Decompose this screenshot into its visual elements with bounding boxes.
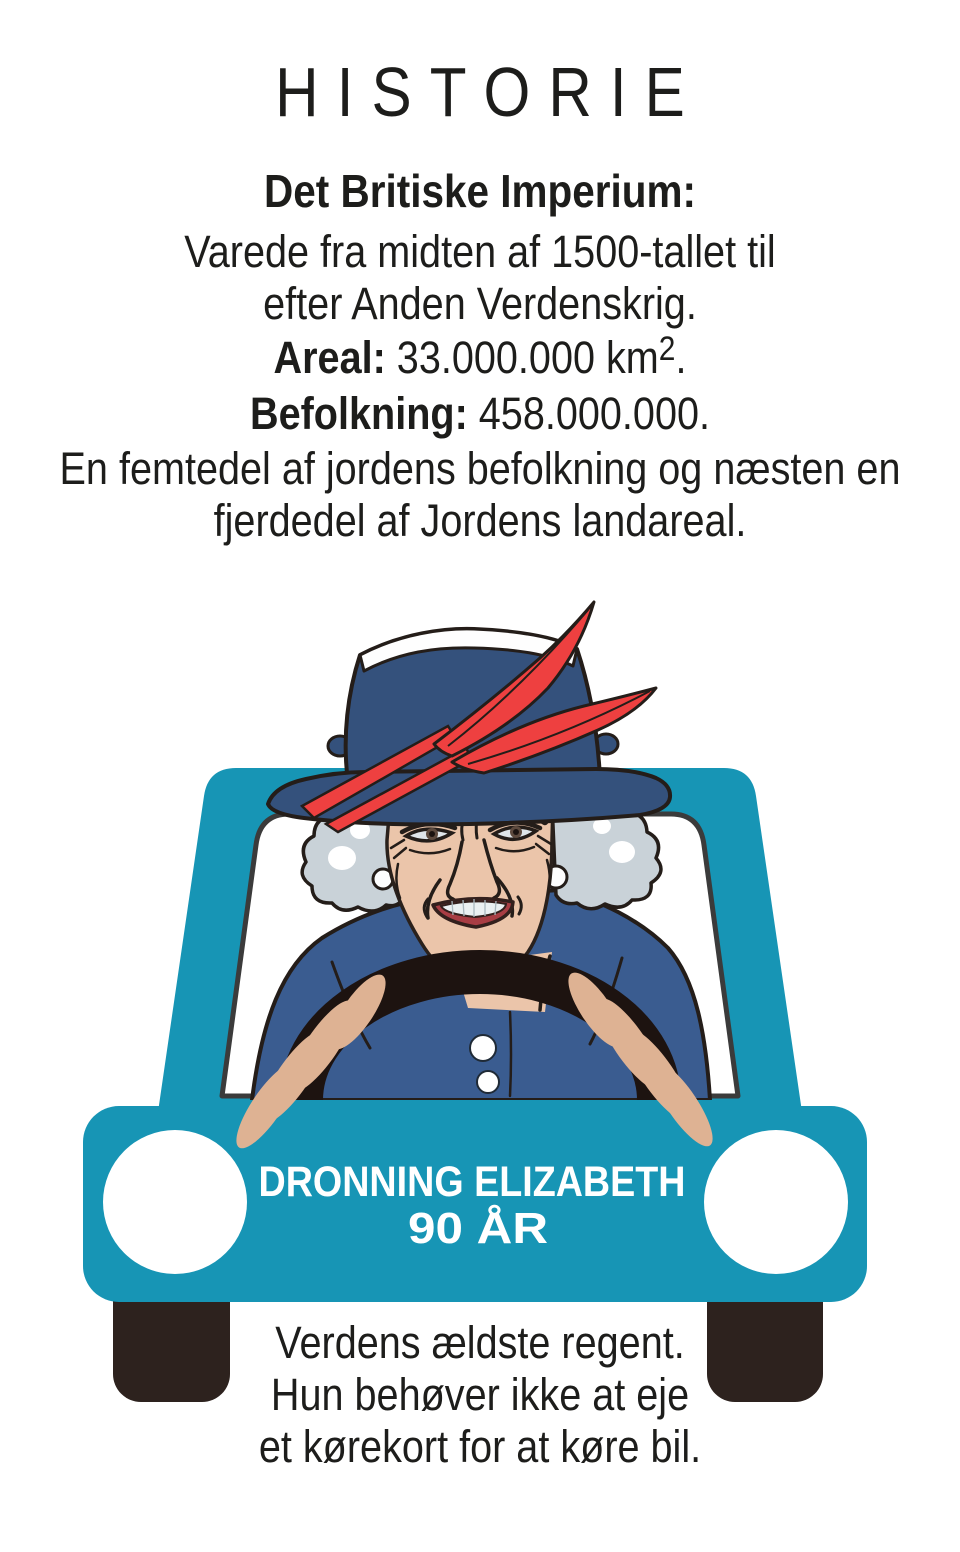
coat-button-bottom [477,1071,499,1093]
fact-duration-line2: efter Anden Verdenskrig. [263,278,697,329]
fact-population-label: Befolkning: [249,388,468,439]
car-plate-line1: DRONNING ELIZABETH [258,1158,686,1206]
queen-driving-car-illustration [0,560,960,1420]
caption-line3: et kørekort for at køre bil. [258,1421,702,1472]
page-title: HISTORIE [275,53,703,131]
fact-population [58,388,903,440]
pupil-right [513,829,519,835]
coat-button-top [470,1035,496,1061]
fact-area-superscript: 2 [658,330,676,369]
coat-front-seam [510,1012,511,1096]
car-plate-line2: 90 ÅR [408,1204,548,1253]
caption-line2: Hun behøver ikke at eje [270,1369,690,1420]
hair-highlight [328,846,356,870]
section-heading: Det Britiske Imperium: [264,165,696,217]
fact-share-line2: fjerdedel af Jordens landareal. [213,495,747,546]
fact-share-line1: En femtedel af jordens befolkning og næsten en [59,443,901,494]
caption-line1: Verdens ældste regent. [275,1317,685,1368]
fact-area [58,332,903,388]
fact-population-value: 458.000.000. [467,388,711,439]
headlight-right [704,1130,848,1274]
queen-hat [268,602,670,832]
fact-area-value: 33.000.000 km [385,332,659,383]
pupil-left [429,831,435,837]
fact-duration-line1: Varede fra midten af 1500-tallet til [184,226,776,277]
fact-area-suffix: . [675,332,687,383]
hair-highlight [609,841,635,863]
headlight-left [103,1130,247,1274]
fact-area-label: Areal: [273,332,386,383]
